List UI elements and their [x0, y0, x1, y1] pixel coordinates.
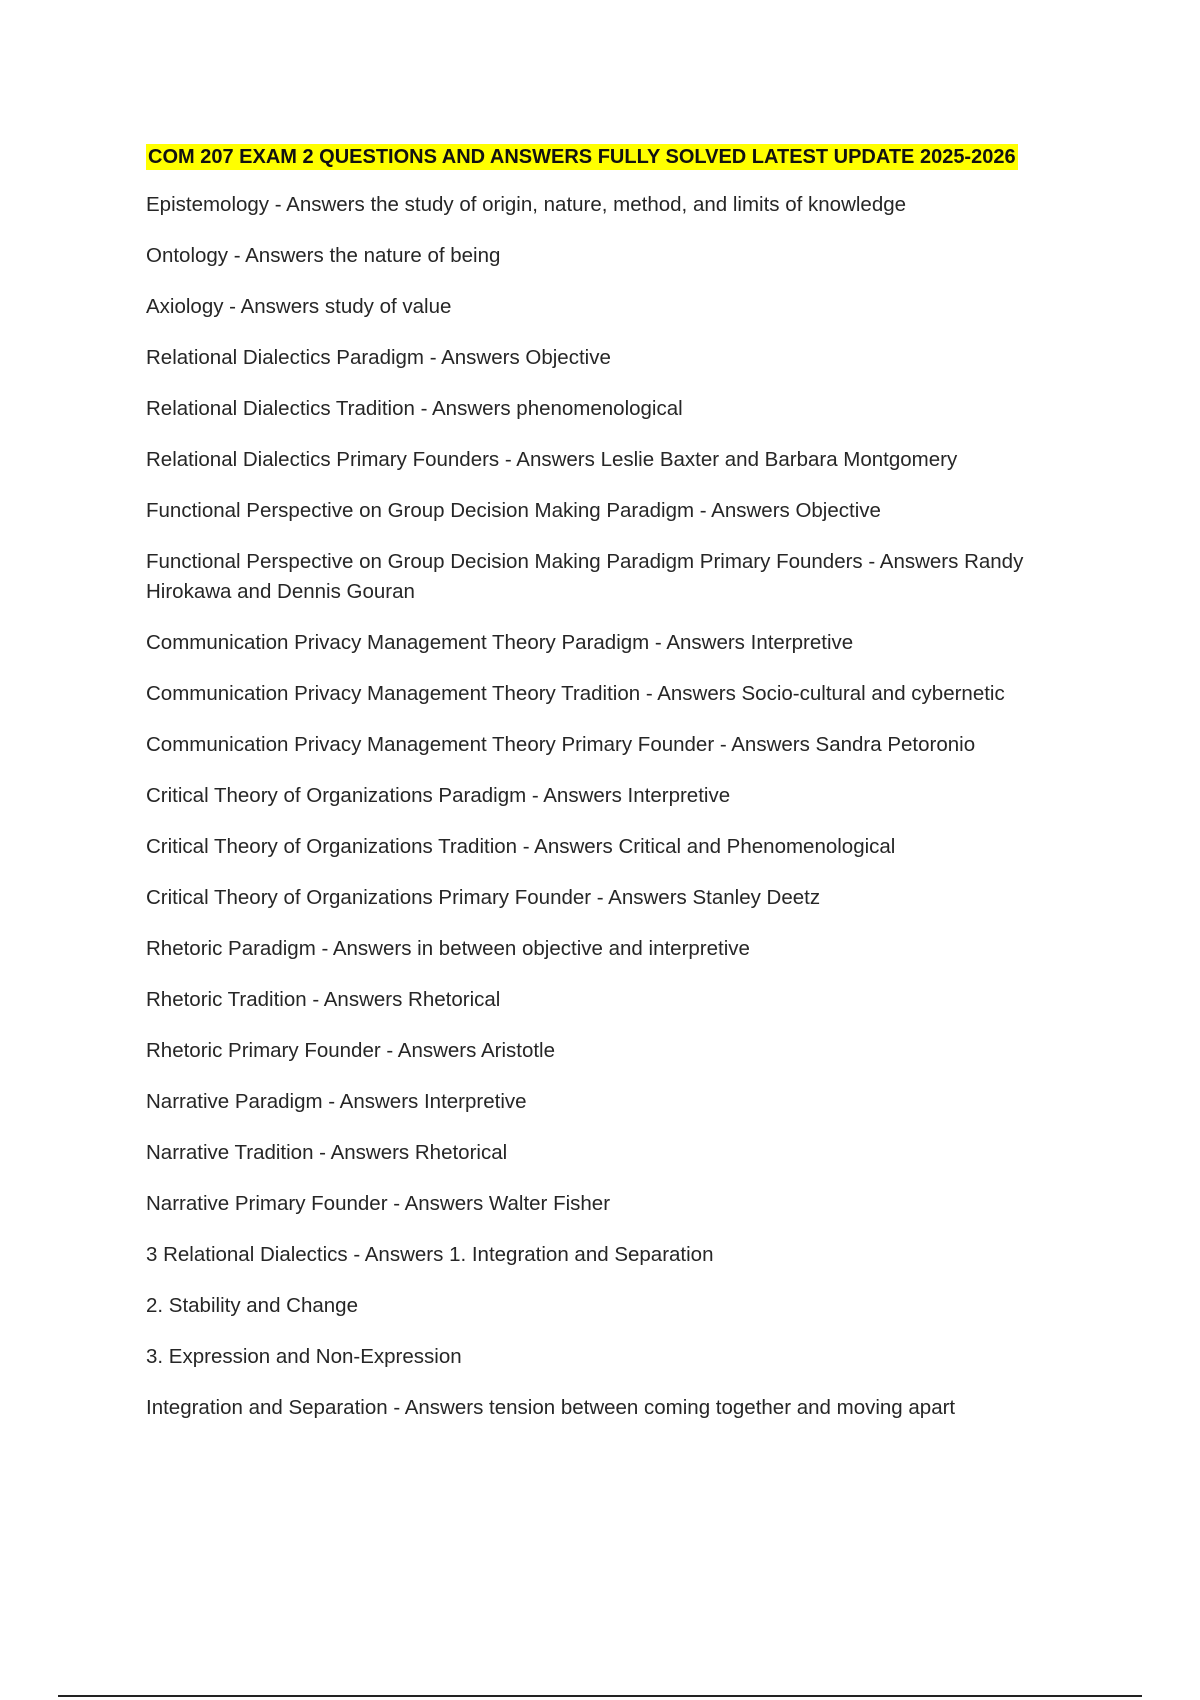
qa-item-narrative-founder: Narrative Primary Founder - Answers Walter Fisher	[146, 1192, 611, 1215]
qa-item-relational-dialectics-tradition: Relational Dialectics Tradition - Answers phenomenological	[146, 397, 683, 420]
qa-list	[146, 190, 1096, 1423]
qa-item-expression-and-non-expression: 3. Expression and Non-Expression	[146, 1345, 462, 1368]
qa-item-ontology: Ontology - Answers the nature of being	[146, 244, 501, 267]
qa-item-narrative-tradition: Narrative Tradition - Answers Rhetorical	[146, 1141, 508, 1164]
qa-item-functional-perspective-founders: Functional Perspective on Group Decision Making Paradigm Primary Founders - Answers Randy Hirokawa and Dennis Gouran	[146, 550, 1024, 603]
qa-item-critical-theory-tradition: Critical Theory of Organizations Tradition - Answers Critical and Phenomenological	[146, 835, 896, 858]
qa-item-axiology: Axiology - Answers study of value	[146, 295, 452, 318]
qa-item-critical-theory-paradigm: Critical Theory of Organizations Paradigm - Answers Interpretive	[146, 784, 731, 807]
document-content	[146, 144, 1096, 1444]
document-title: COM 207 EXAM 2 QUESTIONS AND ANSWERS FULLY SOLVED LATEST UPDATE 2025-2026	[148, 146, 1016, 168]
qa-item-relational-dialectics-paradigm: Relational Dialectics Paradigm - Answers Objective	[146, 346, 611, 369]
qa-item-cpm-paradigm: Communication Privacy Management Theory Paradigm - Answers Interpretive	[146, 631, 854, 654]
qa-item-rhetoric-tradition: Rhetoric Tradition - Answers Rhetorical	[146, 988, 501, 1011]
qa-item-critical-theory-founder: Critical Theory of Organizations Primary Founder - Answers Stanley Deetz	[146, 886, 821, 909]
qa-item-integration-and-separation: Integration and Separation - Answers tension between coming together and moving apart	[146, 1396, 956, 1419]
qa-item-rhetoric-paradigm: Rhetoric Paradigm - Answers in between objective and interpretive	[146, 937, 750, 960]
footer-divider	[58, 1695, 1142, 1697]
qa-item-cpm-tradition: Communication Privacy Management Theory Tradition - Answers Socio-cultural and cybernetic	[146, 682, 1005, 705]
qa-item-epistemology: Epistemology - Answers the study of origin, nature, method, and limits of knowledge	[146, 193, 907, 216]
qa-item-rhetoric-founder: Rhetoric Primary Founder - Answers Aristotle	[146, 1039, 555, 1062]
qa-item-stability-and-change: 2. Stability and Change	[146, 1294, 358, 1317]
qa-item-three-relational-dialectics: 3 Relational Dialectics - Answers 1. Integration and Separation	[146, 1243, 714, 1266]
qa-item-narrative-paradigm: Narrative Paradigm - Answers Interpretive	[146, 1090, 527, 1113]
qa-item-cpm-founder: Communication Privacy Management Theory Primary Founder - Answers Sandra Petoronio	[146, 733, 976, 756]
qa-item-functional-perspective-paradigm: Functional Perspective on Group Decision Making Paradigm - Answers Objective	[146, 499, 881, 522]
qa-item-relational-dialectics-founders: Relational Dialectics Primary Founders - Answers Leslie Baxter and Barbara Montgomery	[146, 448, 958, 471]
